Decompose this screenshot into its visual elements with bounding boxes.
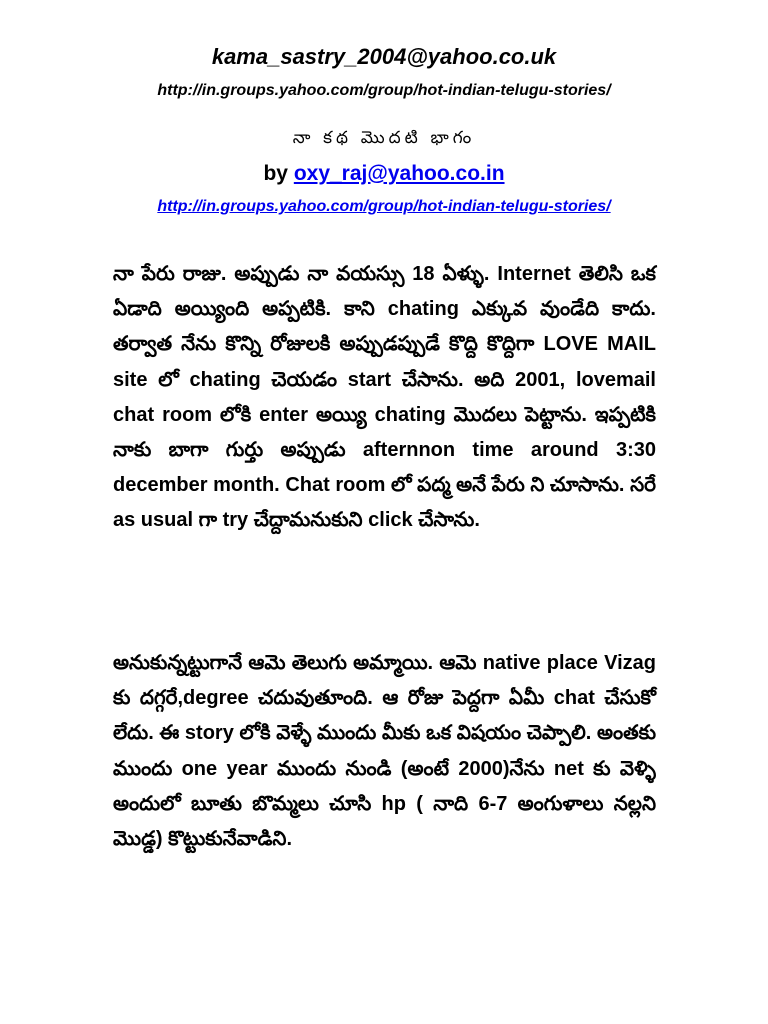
header-group-url: http://in.groups.yahoo.com/group/hot-indian-telugu-stories/ bbox=[157, 82, 611, 99]
story-paragraph-1: నా పేరు రాజు. అప్పుడు నా వయస్సు 18 ఏళ్ళు. Internet తెలిసి ఒక ఏడాది అయ్యింది అప్పటికి. కాని chating ఎక్కువ వుండేది కాదు. తర్వాత నేను కొన్ని రోజులకి అప్పుడప్పుడే కొద్ది కొద్దిగా LOVE MAIL site లో chating చెయడం start చేసాను. అది 2001, lovemail chat room లోకి enter అయ్యి chating మొదలు పెట్టాను. ఇప్పటికి నాకు బాగా గుర్తు అప్పుడు afternnon time around 3:30 december month. Chat room లో పద్మ అనే పేరు ని చూసాను. సరే as usual గా try చేద్దామనుకుని click చేసాను. bbox=[113, 263, 656, 532]
story-paragraph-2: అనుకున్నట్టుగానే ఆమె తెలుగు అమ్మాయి. ఆమె native place Vizag కు దగ్గరే,degree చదువుతూంది. ఆ రోజు పెద్దగా ఏమీ chat చేసుకో లేదు. ఈ story లోకి వెళ్ళే ముందు మీకు ఒక విషయం చెప్పాలి. అంతకు ముందు one year ముందు నుండి (అంటే 2000)నేను net కు వెళ్ళి అందులో బూతు బొమ్మలు చూసి hp ( నాది 6-7 అంగుళాలు నల్లని మొడ్డ) కొట్టుకునేవాడిని. bbox=[113, 652, 656, 851]
story-title: నా కథ మొదటి భాగం bbox=[292, 128, 476, 147]
by-line bbox=[0, 162, 768, 186]
by-prefix: by bbox=[263, 162, 294, 185]
author-email-link[interactable]: oxy_raj@yahoo.co.in bbox=[293, 162, 505, 185]
author-group-url-link[interactable]: http://in.groups.yahoo.com/group/hot-indian-telugu-stories/ bbox=[157, 198, 611, 215]
header-email: kama_sastry_2004@yahoo.co.uk bbox=[211, 44, 557, 69]
